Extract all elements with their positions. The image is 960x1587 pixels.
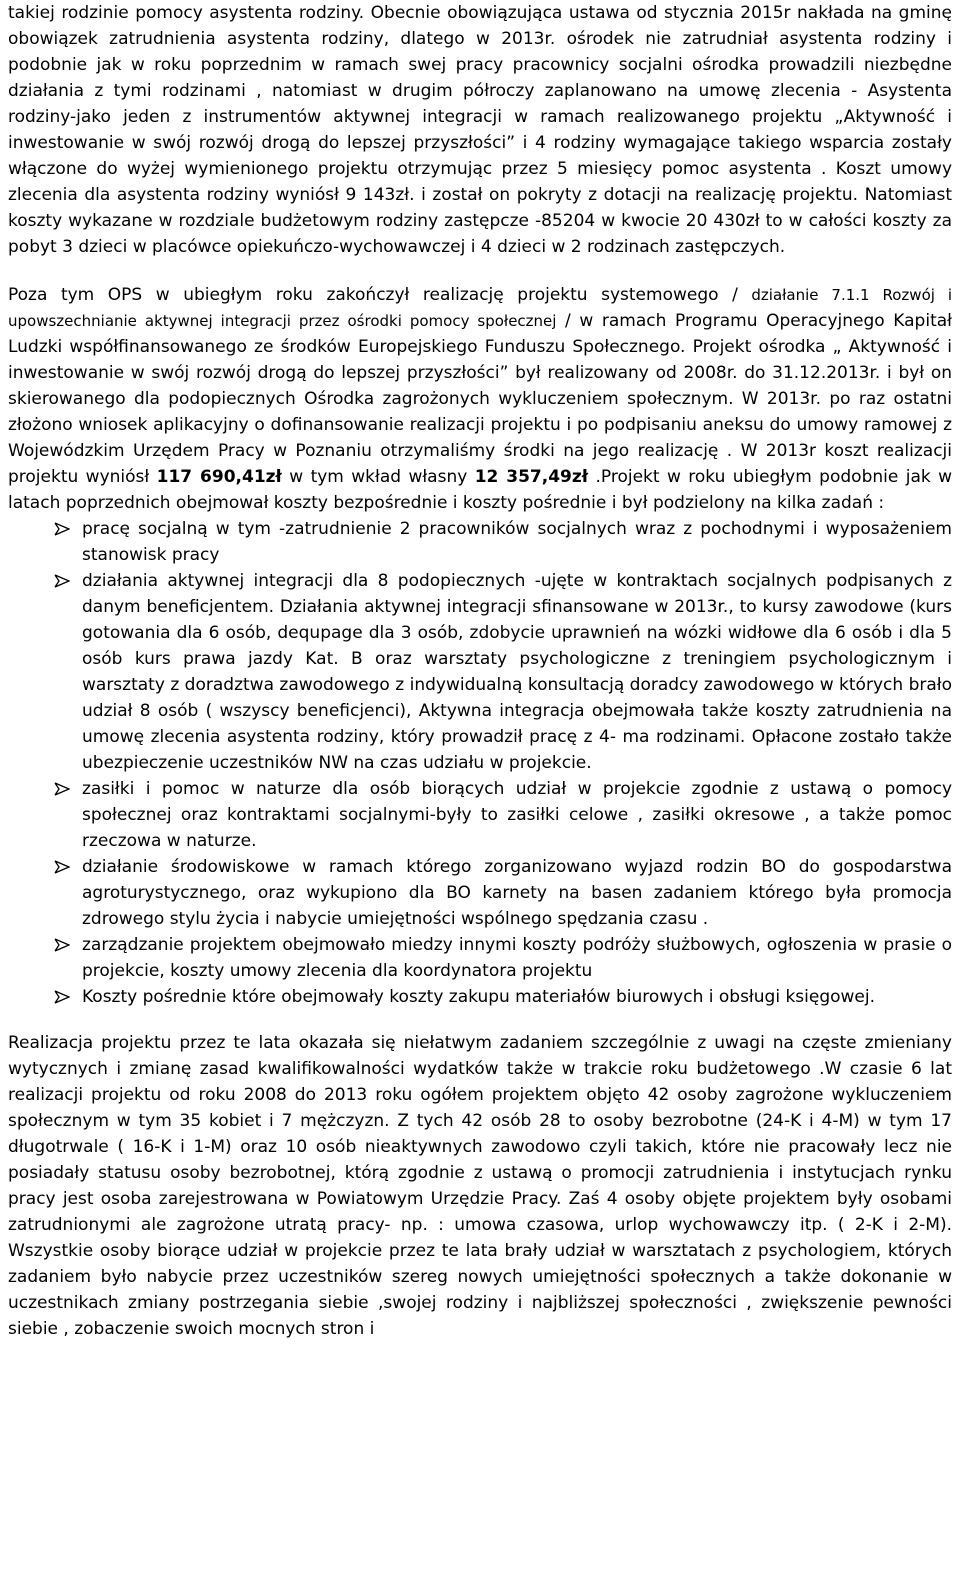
list-item-text: działania aktywnej integracji dla 8 podopiecznych -ujęte w kontraktach socjalnych podpisanych z danym beneficjentem. Działania aktywnej integracji sfinansowane w 2013r., to kursy zawodowe (kurs gotowania dla 6 osób, dequpage dla 3 osób, zdobycie uprawnień na wózki widłowe dla 6 osób i dla 5 osób kurs prawa jazdy Kat. B oraz warsztaty psychologiczne z treningiem psychologicznym i warsztaty z doradztwa zawodowego z indywidualną konsultacją doradcy zawodowego w których brało udział 8 osób ( wszyscy beneficjenci), Aktywna integracja obejmowała także koszty zatrudnienia na umowę zlecenia asystenta rodziny, który prowadził pracę z 4- ma rodzinami. Opłacone zostało także ubezpieczenie uczestników NW na czas udziału w projekcie. (82, 571, 952, 773)
paragraph-family-assistant: takiej rodzinie pomocy asystenta rodziny. Obecnie obowiązująca ustawa od stycznia 2015r nakłada na gminę obowiązek zatrudnienia asystenta rodziny, dlatego w 2013r. ośrodek nie zatrudniał asystenta rodziny i podobnie jak w roku poprzednim w ramach swej pracy pracownicy socjalni ośrodka prowadzili niezbędne działania z tymi rodzinami , natomiast w drugim półroczy zaplanowano na umowę zlecenia - Asystenta rodziny-jako jeden z instrumentów aktywnej integracji w ramach realizowanego projektu „Aktywność i inwestowanie w swój rozwój drogą do lepszej przyszłości” i 4 rodziny wymagające takiego wsparcia zostały włączone do wyżej wymienionego projektu otrzymując przez 5 miesięcy pomoc asystenta . Koszt umowy zlecenia dla asystenta rodziny wyniósł 9 143zł. i został on pokryty z dotacji na realizację projektu. Natomiast koszty wykazane w rozdziale budżetowym rodziny zastępcze -85204 w kwocie 20 430zł to w całości koszty za pobyt 3 dzieci w placówce opiekuńczo-wychowawczej i 4 dzieci w 2 rodzinach zastępczych. (8, 3, 952, 257)
paragraph-text-segment: .Projekt w roku ubiegłym podobnie jak w latach poprzednich obejmował koszty bezpośrednie i koszty pośrednie i był podzielony na kilka zadań : (8, 467, 953, 513)
list-item (8, 568, 952, 776)
paragraph-ops-project (8, 282, 952, 516)
arrow-bullet-icon (52, 984, 76, 1010)
paragraph-spacer (8, 1010, 952, 1030)
arrow-bullet-icon (52, 932, 76, 958)
list-item (8, 854, 952, 932)
list-item-text: Koszty pośrednie które obejmowały koszty zakupu materiałów biurowych i obsługi księgowej. (82, 987, 876, 1007)
paragraph-project-summary: Realizacja projektu przez te lata okazała się niełatwym zadaniem szczególnie z uwagi na częste zmieniany wytycznych i zmianę zasad kwalifikowalności wydatków także w trakcie roku budżetowego .W czasie 6 lat realizacji projektu od roku 2008 do 2013 roku ogółem projektem objęto 42 osoby zagrożone wykluczeniem społecznym w tym 35 kobiet i 7 mężczyzn. Z tych 42 osób 28 to osoby bezrobotne (24-K i 4-M) w tym 17 długotrwale ( 16-K i 1-M) oraz 10 osób nieaktywnych zawodowo czyli takich, które nie pracowały lecz nie posiadały statusu osoby bezrobotnej, którą zgodnie z ustawą o promocji zatrudnienia i instytucjach rynku pracy jest osoba zarejestrowana w Powiatowym Urzędzie Pracy. Zaś 4 osoby objęte projektem były osobami zatrudnionymi ale zagrożone utratą pracy- np. : umowa czasowa, urlop wychowawczy itp. ( 2-K i 2-M). Wszystkie osoby biorące udział w projekcie przez te lata brały udział w warsztatach z psychologiem, których zadaniem było nabycie przez uczestników szereg nowych umiejętności społecznych a także dokonanie w uczestnikach zmiany postrzegania siebie ,swojej rodziny i najbliższej społeczności , zwiększenie pewności siebie , zobaczenie swoich mocnych stron i (8, 1033, 952, 1339)
list-item (8, 932, 952, 984)
list-item (8, 776, 952, 854)
paragraph-text-segment: / w ramach Programu Operacyjnego Kapitał Ludzki współfinansowanego ze środków Europejskiego Funduszu Społecznego. Projekt ośrodka „ Aktywność i inwestowanie w swój rozwój drogą do lepszej przyszłości” był realizowany od 2008r. do 31.12.2013r. i był on skierowanego dla podopiecznych Ośrodka zagrożonych wykluczeniem społecznym. W 2013r. po raz ostatni złożono wniosek aplikacyjny o dofinansowanie realizacji projektu i po podpisaniu aneksu do umowy ramowej z Wojewódzkim Urzędem Pracy w Poznaniu otrzymaliśmy środki na jego realizację . W 2013r koszt realizacji projektu wyniósł (8, 311, 952, 487)
list-item-text: zasiłki i pomoc w naturze dla osób biorących udział w projekcie zgodnie z ustawą o pomocy społecznej oraz kontraktami socjalnymi-były to zasiłki celowe , zasiłki okresowe , a także pomoc rzeczowa w naturze. (82, 779, 952, 851)
program-measure-name: działanie 7.1.1 Rozwój i upowszechnianie aktywnej integracji przez ośrodki pomocy społecznej (8, 286, 952, 330)
arrow-bullet-icon (52, 776, 76, 802)
total-cost-amount: 117 690,41zł (156, 467, 282, 487)
list-item-text: zarządzanie projektem obejmowało miedzy innymi koszty podróży służbowych, ogłoszenia w prasie o projekcie, koszty umowy zlecenia dla koordynatora projektu (82, 935, 952, 981)
own-contribution-amount: 12 357,49zł (474, 467, 589, 487)
list-item (8, 516, 952, 568)
project-tasks-list (8, 516, 952, 1010)
arrow-bullet-icon (52, 854, 76, 880)
list-item-text: działanie środowiskowe w ramach którego zorganizowano wyjazd rodzin BO do gospodarstwa agroturystycznego, oraz wykupiono dla BO karnety na basen zadaniem którego była promocja zdrowego stylu życia i nabycie umiejętności wspólnego spędzania czasu . (82, 857, 952, 929)
arrow-bullet-icon (52, 568, 76, 594)
list-item-text: pracę socjalną w tym -zatrudnienie 2 pracowników socjalnych wraz z pochodnymi i wyposażeniem stanowisk pracy (82, 519, 952, 565)
paragraph-spacer (8, 260, 952, 282)
paragraph-text-segment: w tym wkład własny (281, 467, 475, 487)
list-item (8, 984, 952, 1010)
arrow-bullet-icon (52, 516, 76, 542)
paragraph-text-segment: Poza tym OPS w ubiegłym roku zakończył realizację projektu systemowego / (8, 285, 752, 305)
document-page (8, 0, 952, 1342)
